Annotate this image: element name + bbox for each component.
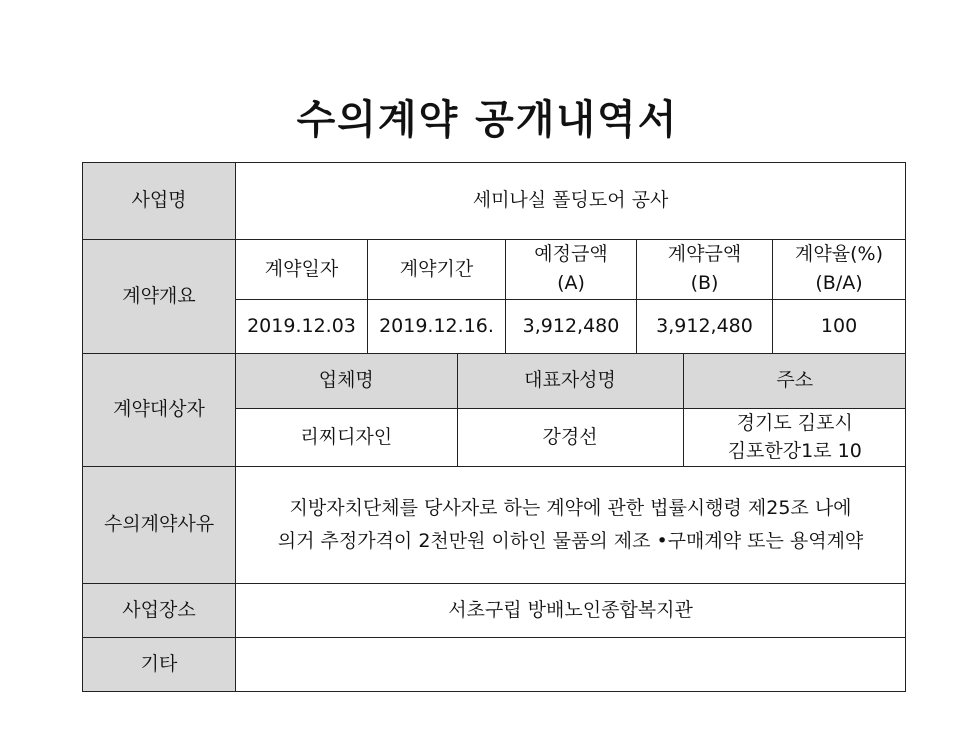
- page-title: 수의계약 공개내역서: [296, 97, 679, 143]
- reason-value: 지방자치단체를 당사자로 하는 계약에 관한 법률시행령 제25조 나에 의거 추정가격이 2천만원 이하인 물품의 제조 •구매계약 또는 용역계약: [236, 466, 906, 583]
- project-row: [83, 163, 906, 240]
- overview-label: 계약개요: [83, 240, 236, 354]
- location-label: 사업장소: [83, 583, 236, 637]
- etc-label: 기타: [83, 637, 236, 691]
- contract-period-header: 계약기간: [368, 240, 506, 300]
- estimated-amount-value: 3,912,480: [506, 299, 637, 353]
- reason-row: [83, 466, 906, 583]
- etc-row: [83, 637, 906, 691]
- project-value: 세미나실 폴딩도어 공사: [236, 163, 906, 240]
- contract-rate-value: 100: [773, 299, 906, 353]
- contract-rate-header: 계약율(%) (B/A): [773, 240, 906, 300]
- project-label: 사업명: [83, 163, 236, 240]
- address-header: 주소: [683, 354, 906, 409]
- contract-date-value: 2019.12.03: [236, 299, 368, 353]
- contract-date-header: 계약일자: [236, 240, 368, 300]
- location-value: 서초구립 방배노인종합복지관: [236, 583, 906, 637]
- disclosure-table: [82, 162, 906, 692]
- company-value: 리찌디자인: [236, 409, 457, 466]
- etc-value: [236, 637, 906, 691]
- location-row: [83, 583, 906, 637]
- contractor-row: [83, 353, 906, 466]
- estimated-amount-header: 예정금액 (A): [506, 240, 637, 300]
- contractor-label: 계약대상자: [83, 353, 236, 466]
- company-header: 업체명: [236, 354, 457, 409]
- reason-label: 수의계약사유: [83, 466, 236, 583]
- contract-amount-header: 계약금액 (B): [637, 240, 773, 300]
- overview-header-row: [83, 240, 906, 300]
- address-value: 경기도 김포시 김포한강1로 10: [683, 409, 906, 466]
- representative-value: 강경선: [457, 409, 683, 466]
- contract-amount-value: 3,912,480: [637, 299, 773, 353]
- contract-period-value: 2019.12.16.: [368, 299, 506, 353]
- contractor-subtable: [236, 354, 906, 466]
- representative-header: 대표자성명: [457, 354, 683, 409]
